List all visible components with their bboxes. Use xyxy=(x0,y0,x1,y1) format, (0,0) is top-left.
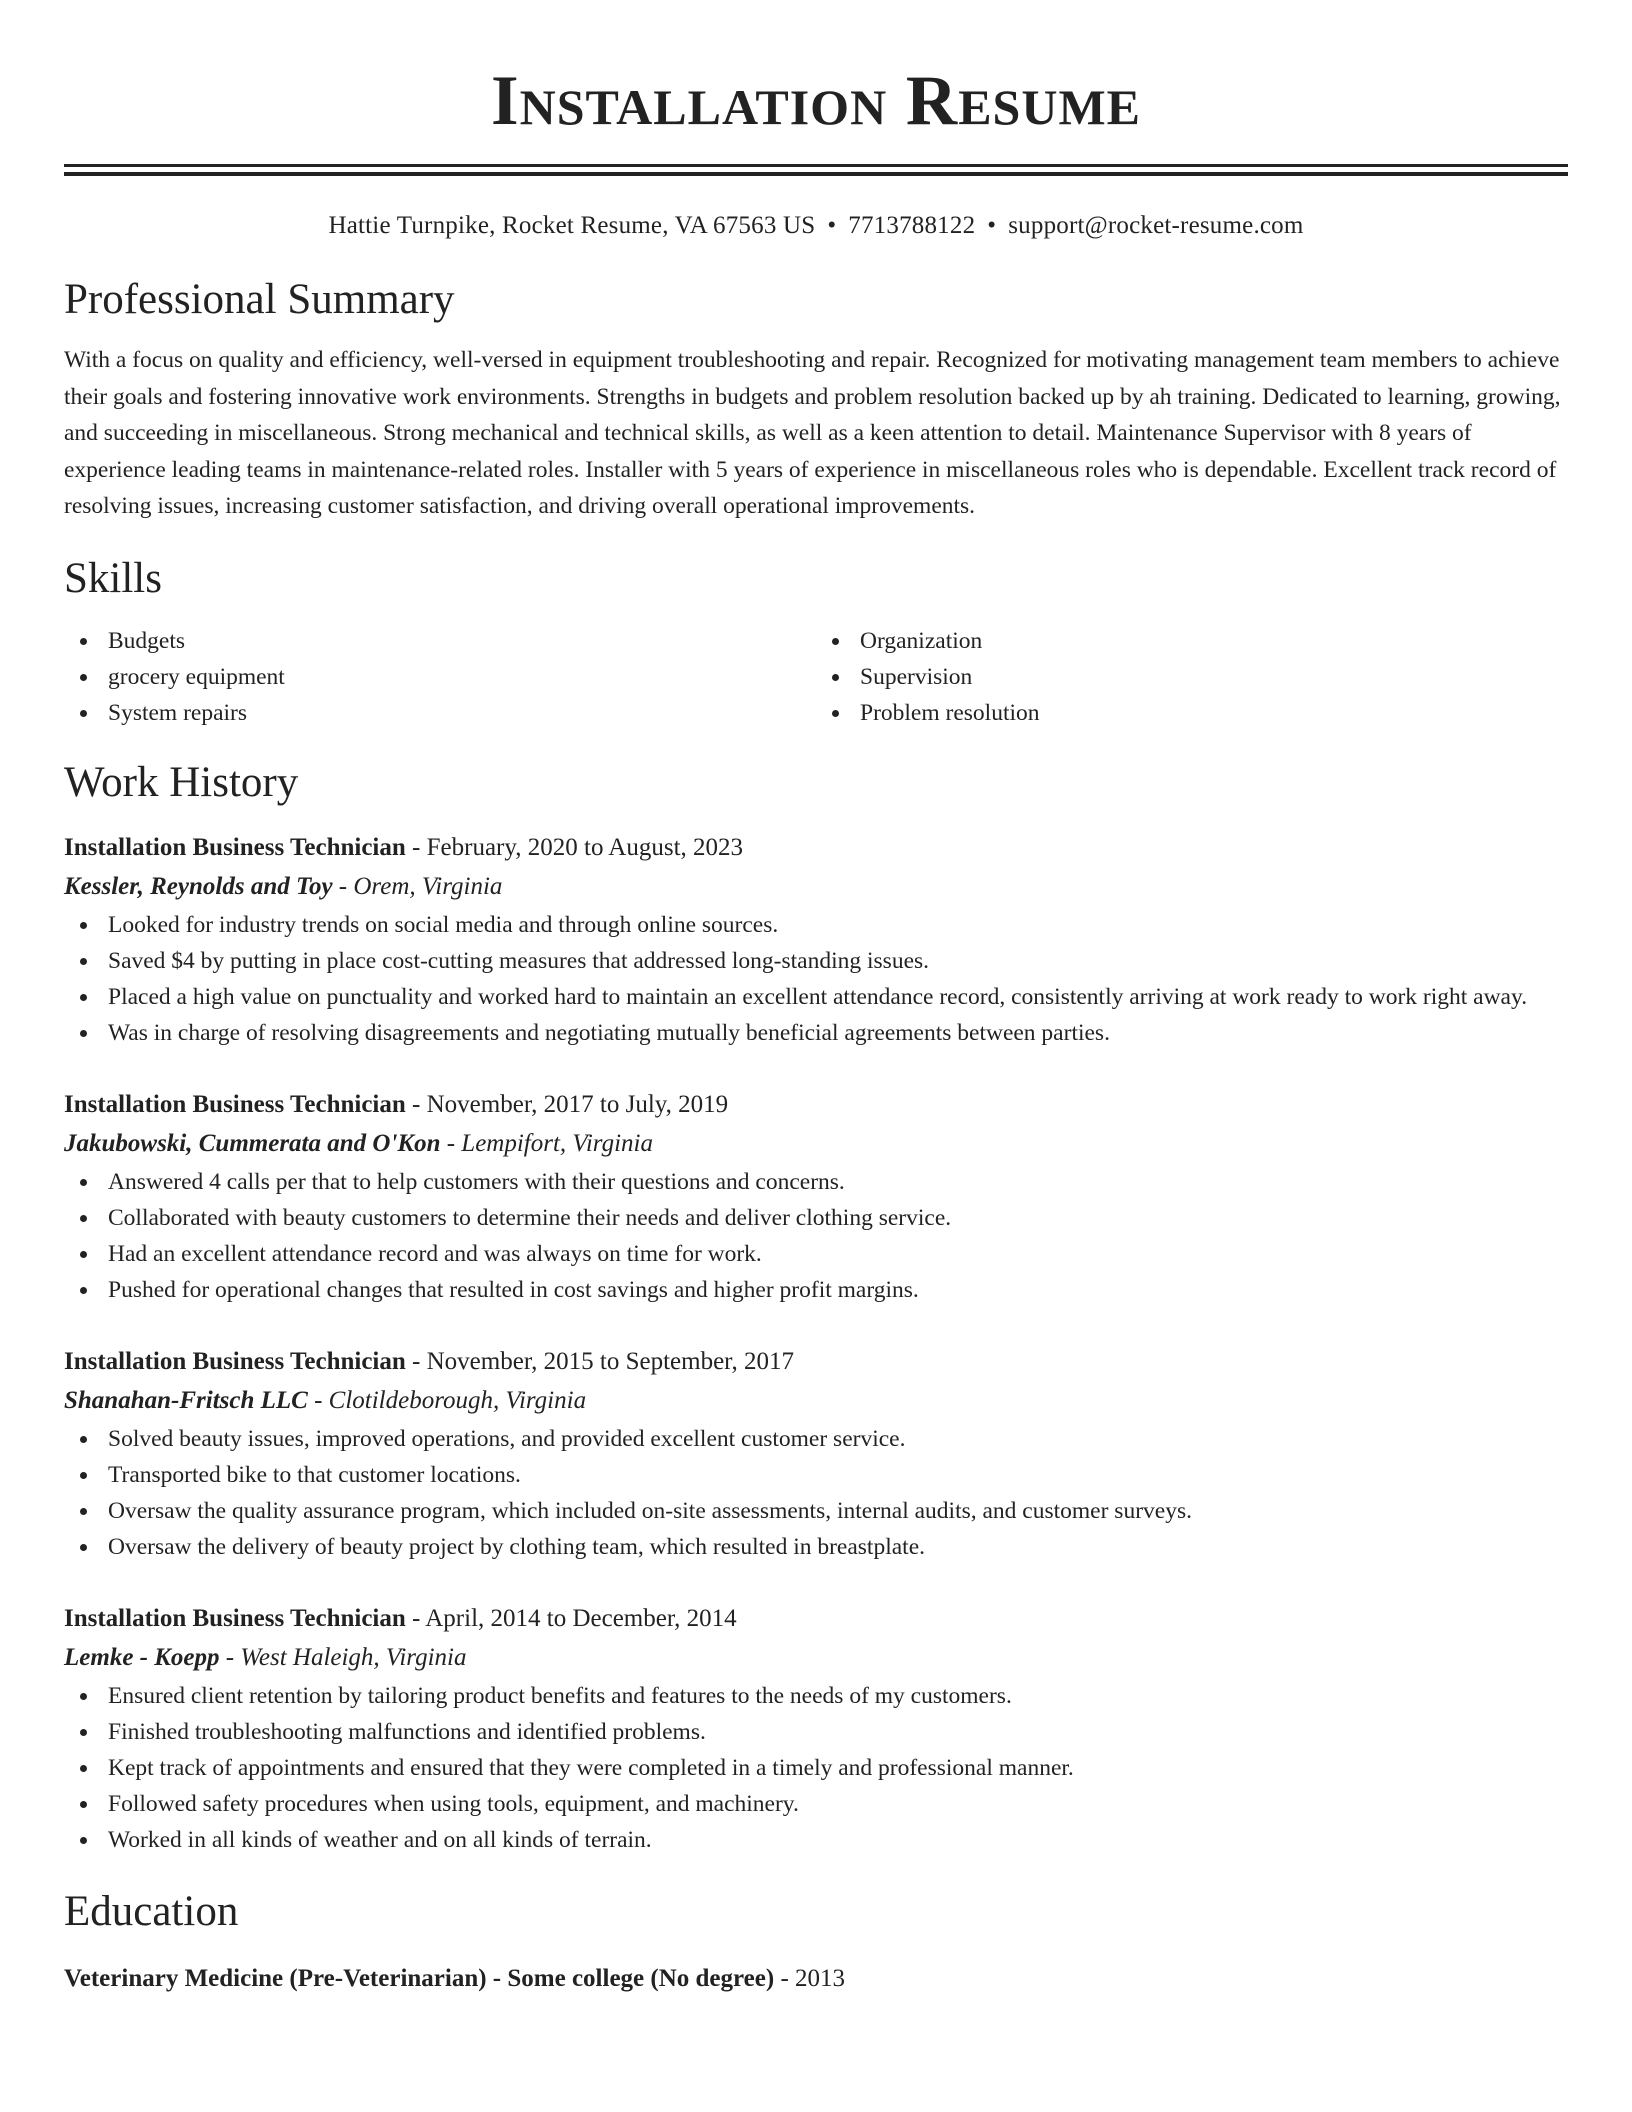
education-entry xyxy=(64,1960,1568,1998)
education-year: - 2013 xyxy=(774,1964,846,1992)
skill-item: Organization xyxy=(816,623,1568,659)
title-divider-top xyxy=(64,164,1568,167)
skills-column-right xyxy=(816,623,1568,731)
job-title-line xyxy=(64,1600,1568,1638)
contact-line xyxy=(64,210,1568,242)
job-employer-line xyxy=(64,867,1568,907)
job-bullet: Oversaw the quality assurance program, which included on-site assessments, internal audits, and customer surveys. xyxy=(64,1493,1568,1529)
job-location: - Orem, Virginia xyxy=(332,872,503,900)
resume-title: Installation Resume xyxy=(490,62,1142,140)
skills-column-left xyxy=(64,623,816,731)
job-bullet: Followed safety procedures when using tools, equipment, and machinery. xyxy=(64,1786,1568,1822)
skills-grid xyxy=(64,623,1568,731)
job-title: Installation Business Technician xyxy=(64,1347,406,1375)
skill-item: grocery equipment xyxy=(64,659,816,695)
job-employer: Lemke - Koepp xyxy=(64,1643,220,1671)
job-dates: - November, 2015 to September, 2017 xyxy=(405,1347,794,1375)
contact-phone: 7713788122 xyxy=(848,212,976,239)
job-entry xyxy=(64,1086,1568,1308)
job-bullet: Ensured client retention by tailoring product benefits and features to the needs of my customers. xyxy=(64,1678,1568,1714)
job-bullet: Oversaw the delivery of beauty project by clothing team, which resulted in breastplate. xyxy=(64,1529,1568,1565)
job-bullet: Answered 4 calls per that to help customers with their questions and concerns. xyxy=(64,1164,1568,1200)
job-bullet: Pushed for operational changes that resulted in cost savings and higher profit margins. xyxy=(64,1272,1568,1308)
job-employer-line xyxy=(64,1124,1568,1164)
job-title: Installation Business Technician xyxy=(64,1604,406,1632)
job-title-line xyxy=(64,1343,1568,1381)
section-heading-work-history: Work History xyxy=(64,758,299,806)
job-bullet: Kept track of appointments and ensured that they were completed in a timely and professional manner. xyxy=(64,1750,1568,1786)
job-bullet-list xyxy=(64,1164,1568,1308)
job-employer: Kessler, Reynolds and Toy xyxy=(64,872,333,900)
skill-item: Supervision xyxy=(816,659,1568,695)
professional-summary-section xyxy=(64,274,1568,525)
skill-item: System repairs xyxy=(64,695,816,731)
contact-separator: • xyxy=(987,212,997,239)
job-employer-line xyxy=(64,1381,1568,1421)
job-entry xyxy=(64,829,1568,1051)
job-entry xyxy=(64,1343,1568,1565)
job-bullet: Finished troubleshooting malfunctions and identified problems. xyxy=(64,1714,1568,1750)
contact-separator: • xyxy=(827,212,837,239)
contact-email: support@rocket-resume.com xyxy=(1008,212,1304,239)
contact-address: Hattie Turnpike, Rocket Resume, VA 67563 US xyxy=(328,212,816,239)
job-bullet-list xyxy=(64,1421,1568,1565)
job-location: - West Haleigh, Virginia xyxy=(219,1643,467,1671)
skills-section xyxy=(64,553,1568,731)
job-dates: - February, 2020 to August, 2023 xyxy=(405,833,744,861)
job-location: - Clotildeborough, Virginia xyxy=(307,1386,587,1414)
job-employer: Shanahan-Fritsch LLC xyxy=(64,1386,308,1414)
job-title-line xyxy=(64,829,1568,867)
section-heading-education: Education xyxy=(64,1887,239,1935)
job-title-line xyxy=(64,1086,1568,1124)
education-section xyxy=(64,1886,1568,1998)
job-entry xyxy=(64,1600,1568,1858)
job-bullet: Saved $4 by putting in place cost-cutting measures that addressed long-standing issues. xyxy=(64,943,1568,979)
skill-item: Problem resolution xyxy=(816,695,1568,731)
education-degree: Veterinary Medicine (Pre-Veterinarian) - Some college (No degree) xyxy=(64,1964,775,1992)
job-bullet: Collaborated with beauty customers to determine their needs and deliver clothing service. xyxy=(64,1200,1568,1236)
title-divider-bottom xyxy=(64,172,1568,176)
job-dates: - November, 2017 to July, 2019 xyxy=(405,1090,729,1118)
job-bullet: Solved beauty issues, improved operations, and provided excellent customer service. xyxy=(64,1421,1568,1457)
job-employer-line xyxy=(64,1638,1568,1678)
job-bullet: Had an excellent attendance record and was always on time for work. xyxy=(64,1236,1568,1272)
job-bullet-list xyxy=(64,907,1568,1051)
job-location: - Lempifort, Virginia xyxy=(440,1129,653,1157)
job-bullet-list xyxy=(64,1678,1568,1858)
work-history-section xyxy=(64,757,1568,1858)
job-employer: Jakubowski, Cummerata and O'Kon xyxy=(64,1129,441,1157)
job-title: Installation Business Technician xyxy=(64,833,406,861)
skill-item: Budgets xyxy=(64,623,816,659)
summary-text: With a focus on quality and efficiency, well-versed in equipment troubleshooting and repair. Recognized for motivating management team members to achieve their goals and fostering innovative work environments. Strengths in budgets and problem resolution backed up by ah training. Dedicated to learning, growing, and succeeding in miscellaneous. Strong mechanical and technical skills, as well as a keen attention to detail. Maintenance Supervisor with 8 years of experience leading teams in maintenance-related roles. Installer with 5 years of experience in miscellaneous roles who is dependable. Excellent track record of resolving issues, increasing customer satisfaction, and driving overall operational improvements. xyxy=(64,347,1561,519)
job-dates: - April, 2014 to December, 2014 xyxy=(405,1604,737,1632)
job-title: Installation Business Technician xyxy=(64,1090,406,1118)
job-bullet: Looked for industry trends on social media and through online sources. xyxy=(64,907,1568,943)
job-bullet: Transported bike to that customer locations. xyxy=(64,1457,1568,1493)
job-bullet: Placed a high value on punctuality and worked hard to maintain an excellent attendance record, consistently arriving at work ready to work right away. xyxy=(64,979,1568,1015)
section-heading-summary: Professional Summary xyxy=(64,276,455,323)
section-heading-skills: Skills xyxy=(64,554,162,602)
job-bullet: Was in charge of resolving disagreements and negotiating mutually beneficial agreements between parties. xyxy=(64,1015,1568,1051)
job-bullet: Worked in all kinds of weather and on all kinds of terrain. xyxy=(64,1822,1568,1858)
